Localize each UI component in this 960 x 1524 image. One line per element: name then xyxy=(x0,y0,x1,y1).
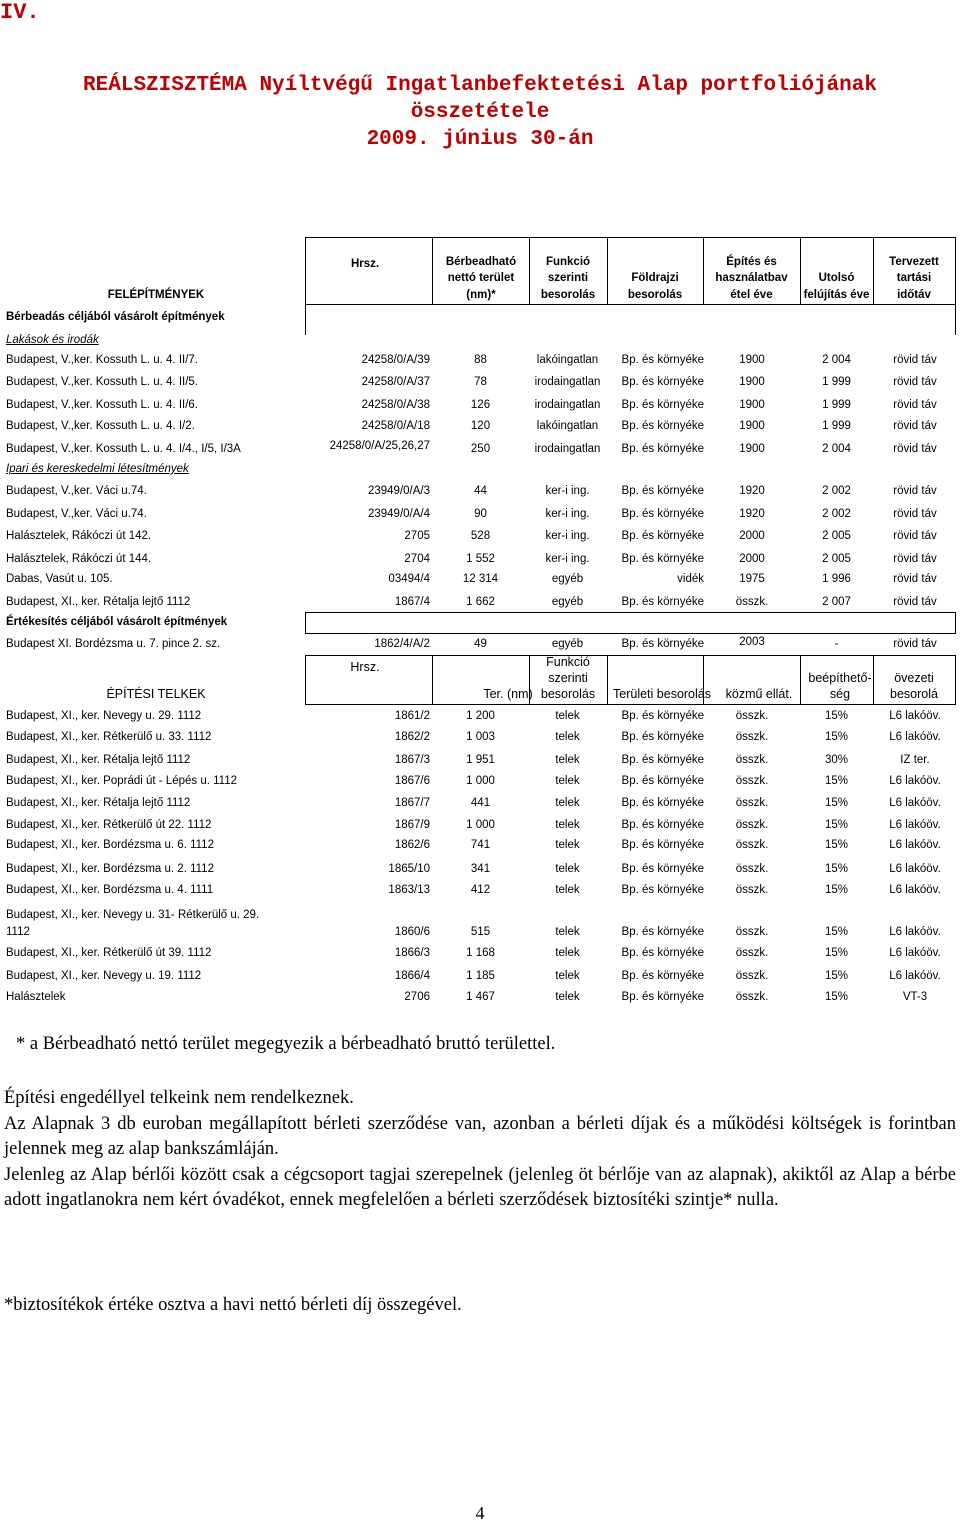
cell2-r4-c4: telek xyxy=(555,775,580,787)
cell2-r12-c6: összk. xyxy=(735,970,769,982)
cell-r9-c8: rövid táv xyxy=(893,553,937,565)
cell2-r6-c4: telek xyxy=(555,819,580,831)
cell-r2-c8: rövid táv xyxy=(893,376,937,388)
cell2-r6-c7: 15% xyxy=(824,819,849,831)
title-line: összetétele xyxy=(410,101,550,124)
cell2-r11-c8: L6 lakóöv. xyxy=(889,947,941,959)
cell-r7-c2: 23949/0/A/4 xyxy=(367,508,430,520)
cell2-r9-c1: Budapest, XI., ker. Bordézsma u. 4. 1111 xyxy=(6,884,214,896)
cell2-r8-c4: telek xyxy=(555,863,580,875)
cell-r7-c8: rövid táv xyxy=(893,508,937,520)
cell2-r2-c4: telek xyxy=(555,731,580,743)
paragraph: Építési engedéllyel telkeink nem rendelkeznek. xyxy=(4,1088,354,1108)
cell-r8-c7: 2 005 xyxy=(822,530,851,542)
section-rental: Bérbeadás céljából vásárolt építmények xyxy=(6,311,225,323)
cell2-r5-c3: 441 xyxy=(470,797,491,809)
cell2-r3-c4: telek xyxy=(555,754,580,766)
cell-r4-c3: 120 xyxy=(470,420,491,432)
cell2-r6-c6: összk. xyxy=(735,819,769,831)
col2-header-zoning-1: övezeti xyxy=(894,671,934,685)
cell-r3-c2: 24258/0/A/38 xyxy=(361,399,430,411)
cell-r11-c4: egyéb xyxy=(551,596,584,608)
cell2-r7-c2: 1862/6 xyxy=(394,839,430,851)
col2-header-category: ÉPÍTÉSI TELKEK xyxy=(106,687,206,701)
cell-r7-c7: 2 002 xyxy=(822,508,851,520)
cell2-r4-c7: 15% xyxy=(824,775,849,787)
cell-r7-c6: 1920 xyxy=(739,508,765,520)
cell2-r10-c8: L6 lakóöv. xyxy=(889,926,941,938)
cell-r10-c6: 1975 xyxy=(739,573,765,585)
cell-r4-c7: 1 999 xyxy=(822,420,851,432)
grid-line xyxy=(955,612,956,634)
col-header-built-1: Építés és xyxy=(726,256,777,268)
page-number: 4 xyxy=(475,1503,485,1523)
cell2-r2-c7: 15% xyxy=(824,731,849,743)
cell-r3-c7: 1 999 xyxy=(822,399,851,411)
cell2-r2-c1: Budapest, XI., ker. Rétkerülő u. 33. 1112 xyxy=(6,731,212,743)
cell2-r1-c1: Budapest, XI., ker. Nevegy u. 29. 1112 xyxy=(6,710,202,722)
cell-r6-c4: ker-i ing. xyxy=(545,485,590,497)
cell2-r11-c1: Budapest, XI., ker. Rétkerülő út 39. 1112 xyxy=(6,947,212,959)
footnote-area: * a Bérbeadható nettó terület megegyezik a bérbeadható bruttó területtel. xyxy=(16,1034,556,1054)
cell2-r9-c6: összk. xyxy=(735,884,769,896)
cell2-r6-c3: 1 000 xyxy=(466,819,495,831)
cell2-r3-c8: IZ ter. xyxy=(900,754,930,766)
cell2-r4-c8: L6 lakóöv. xyxy=(889,775,941,787)
cell-r10-c7: 1 996 xyxy=(822,573,851,585)
cell2-r10-c1-line2: 1112 xyxy=(6,926,30,938)
cell2-r7-c5: Bp. és környéke xyxy=(621,839,704,851)
footnote-collateral: *biztosítékok értéke osztva a havi nettó bérleti díj összegével. xyxy=(4,1295,462,1315)
grid-line xyxy=(305,612,955,613)
cell2-r3-c5: Bp. és környéke xyxy=(621,754,704,766)
cell2-r8-c6: összk. xyxy=(735,863,769,875)
cell-r5-c6: 1900 xyxy=(739,443,765,455)
col-header-area-3: (nm)* xyxy=(466,289,496,301)
cell-r12-c3: 49 xyxy=(474,638,487,650)
col2-header-function-3: besorolás xyxy=(540,687,596,701)
cell2-r9-c5: Bp. és környéke xyxy=(621,884,704,896)
col-header-area-2: nettó terület xyxy=(447,272,515,284)
cell2-r10-c6: összk. xyxy=(735,926,769,938)
cell-r6-c1: Budapest, V.,ker. Váci u.74. xyxy=(6,485,147,497)
cell-r12-c5: Bp. és környéke xyxy=(621,638,704,650)
cell2-r10-c4: telek xyxy=(555,926,580,938)
cell2-r1-c3: 1 200 xyxy=(466,710,495,722)
cell2-r4-c6: összk. xyxy=(735,775,769,787)
cell2-r10-c3: 515 xyxy=(470,926,491,938)
cell-r8-c8: rövid táv xyxy=(893,530,937,542)
cell-r9-c3: 1 552 xyxy=(466,553,495,565)
cell-r7-c3: 90 xyxy=(474,508,487,520)
cell2-r8-c7: 15% xyxy=(824,863,849,875)
cell-r3-c4: irodaingatlan xyxy=(534,399,601,411)
grid-line xyxy=(955,655,956,705)
cell-r2-c3: 78 xyxy=(474,376,487,388)
cell2-r11-c3: 1 168 xyxy=(466,947,495,959)
col2-header-hrsz: Hrsz. xyxy=(350,660,380,674)
cell2-r7-c4: telek xyxy=(555,839,580,851)
cell-r5-c5: Bp. és környéke xyxy=(621,443,704,455)
cell2-r8-c8: L6 lakóöv. xyxy=(889,863,941,875)
cell-r9-c2: 2704 xyxy=(404,553,430,565)
cell-r10-c1: Dabas, Vasút u. 105. xyxy=(6,573,113,585)
col-header-renov-1: Utolsó xyxy=(818,272,855,284)
title-line: REÁLSZISZTÉMA Nyíltvégű Ingatlanbefektetési Alap portfoliójának xyxy=(83,74,877,97)
cell2-r12-c7: 15% xyxy=(824,970,849,982)
cell-r2-c4: irodaingatlan xyxy=(534,376,601,388)
title-line: 2009. június 30-án xyxy=(366,128,594,151)
cell-r8-c6: 2000 xyxy=(739,530,765,542)
cell-r11-c5: Bp. és környéke xyxy=(621,596,704,608)
cell-r2-c1: Budapest, V.,ker. Kossuth L. u. 4. II/5. xyxy=(6,376,199,388)
cell-r6-c5: Bp. és környéke xyxy=(621,485,704,497)
cell2-r13-c3: 1 467 xyxy=(466,991,495,1003)
cell2-r4-c3: 1 000 xyxy=(466,775,495,787)
cell2-r7-c1: Budapest, XI., ker. Bordézsma u. 6. 1112 xyxy=(6,839,214,851)
cell2-r3-c7: 30% xyxy=(824,754,849,766)
cell2-r11-c7: 15% xyxy=(824,947,849,959)
cell-r10-c5: vidék xyxy=(677,573,704,585)
cell-r9-c1: Halásztelek, Rákóczi út 144. xyxy=(6,553,152,565)
cell-r8-c5: Bp. és környéke xyxy=(621,530,704,542)
cell-r8-c4: ker-i ing. xyxy=(545,530,590,542)
cell2-r10-c2: 1860/6 xyxy=(394,926,430,938)
col-header-built-3: étel éve xyxy=(730,289,773,301)
cell2-r10-c5: Bp. és környéke xyxy=(621,926,704,938)
col-header-function-2: szerinti xyxy=(547,272,589,284)
cell-r7-c4: ker-i ing. xyxy=(545,508,590,520)
notes-paragraphs xyxy=(4,1086,956,1214)
cell-r10-c2: 03494/4 xyxy=(388,573,430,585)
cell-r7-c5: Bp. és környéke xyxy=(621,508,704,520)
cell2-r3-c6: összk. xyxy=(735,754,769,766)
cell-r12-c2: 1862/4/A/2 xyxy=(374,638,430,650)
cell-r8-c2: 2705 xyxy=(404,530,430,542)
cell2-r8-c2: 1865/10 xyxy=(388,863,430,875)
cell2-r13-c8: VT-3 xyxy=(902,991,928,1003)
col-header-function-1: Funkció xyxy=(545,256,591,268)
cell-r2-c6: 1900 xyxy=(739,376,765,388)
cell-r5-c2: 24258/0/A/25,26,27 xyxy=(329,440,430,452)
cell2-r7-c6: összk. xyxy=(735,839,769,851)
cell-r4-c5: Bp. és környéke xyxy=(621,420,704,432)
cell-r10-c4: egyéb xyxy=(551,573,584,585)
cell2-r5-c1: Budapest, XI., ker. Rétalja lejtő 1112 xyxy=(6,797,191,809)
grid-line xyxy=(305,655,955,656)
cell2-r9-c4: telek xyxy=(555,884,580,896)
cell2-r12-c2: 1866/4 xyxy=(394,970,430,982)
cell2-r8-c5: Bp. és környéke xyxy=(621,863,704,875)
cell2-r4-c1: Budapest, XI., ker. Poprádi út - Lépés u. 1112 xyxy=(6,775,237,787)
cell-r6-c3: 44 xyxy=(474,485,487,497)
cell-r5-c4: irodaingatlan xyxy=(534,443,601,455)
cell-r10-c8: rövid táv xyxy=(893,573,937,585)
cell2-r1-c6: összk. xyxy=(735,710,769,722)
cell2-r12-c1: Budapest, XI., ker. Nevegy u. 19. 1112 xyxy=(6,970,202,982)
col2-header-zoning-2: besorolá xyxy=(890,687,938,701)
cell-r11-c2: 1867/4 xyxy=(394,596,430,608)
section-sale: Értékesítés céljából vásárolt építmények xyxy=(6,616,228,628)
col2-header-utility: közmű ellát. xyxy=(725,687,793,701)
cell2-r10-c7: 15% xyxy=(824,926,849,938)
cell2-r11-c2: 1866/3 xyxy=(394,947,430,959)
cell-r2-c7: 1 999 xyxy=(822,376,851,388)
cell2-r12-c8: L6 lakóöv. xyxy=(889,970,941,982)
col2-header-function-2: szerinti xyxy=(548,671,588,685)
cell2-r1-c5: Bp. és környéke xyxy=(621,710,704,722)
cell2-r2-c8: L6 lakóöv. xyxy=(889,731,941,743)
cell2-r9-c3: 412 xyxy=(470,884,491,896)
cell2-r9-c8: L6 lakóöv. xyxy=(889,884,941,896)
grid-line xyxy=(955,304,956,335)
cell-r8-c3: 528 xyxy=(470,530,491,542)
grid-line xyxy=(955,237,956,305)
col-header-category: FELÉPÍTMÉNYEK xyxy=(107,289,205,301)
cell-r5-c1: Budapest, V.,ker. Kossuth L. u. 4. I/4., I/5, I/3A xyxy=(6,443,241,455)
cell2-r13-c2: 2706 xyxy=(404,991,430,1003)
cell-r11-c6: összk. xyxy=(735,596,769,608)
col-header-geo-2: besorolás xyxy=(627,289,683,301)
cell2-r9-c7: 15% xyxy=(824,884,849,896)
col-header-hold-2: tartási xyxy=(896,272,932,284)
cell2-r8-c3: 341 xyxy=(470,863,491,875)
cell2-r3-c2: 1867/3 xyxy=(394,754,430,766)
paragraph: Az Alapnak 3 db euroban megállapított bérleti szerződése van, azonban a bérleti díjak és a működési költségek is forintban jelennek meg az alap bankszámláján. xyxy=(4,1113,956,1159)
cell-r1-c3: 88 xyxy=(474,354,487,366)
cell-r10-c3: 12 314 xyxy=(462,573,499,585)
cell-r11-c8: rövid táv xyxy=(893,596,937,608)
cell-r9-c4: ker-i ing. xyxy=(545,553,590,565)
paragraph: Jelenleg az Alap bérlői között csak a cégcsoport tagjai szerepelnek (jelenleg öt bérlője van az alapnak), akiktől az Alap a bérbe adott ingatlanokra nem kért óvadékot, ennek megfelelően a bérleti szerződések biztosítéki szintje* nulla. xyxy=(4,1164,956,1210)
cell2-r5-c4: telek xyxy=(555,797,580,809)
cell-r6-c2: 23949/0/A/3 xyxy=(367,485,430,497)
cell-r3-c5: Bp. és környéke xyxy=(621,399,704,411)
cell2-r6-c8: L6 lakóöv. xyxy=(889,819,941,831)
cell-r11-c7: 2 007 xyxy=(822,596,851,608)
cell2-r12-c4: telek xyxy=(555,970,580,982)
cell2-r2-c5: Bp. és környéke xyxy=(621,731,704,743)
cell2-r7-c3: 741 xyxy=(470,839,491,851)
cell-r6-c6: 1920 xyxy=(739,485,765,497)
cell2-r10-c1: Budapest, XI., ker. Nevegy u. 31- Rétkerülő u. 29. xyxy=(6,909,260,921)
cell2-r11-c4: telek xyxy=(555,947,580,959)
cell2-r6-c1: Budapest, XI., ker. Rétkerülő út 22. 1112 xyxy=(6,819,212,831)
col2-header-function-1: Funkció xyxy=(546,655,590,669)
chapter-number: IV. xyxy=(0,0,40,25)
col-header-hold-1: Tervezett xyxy=(889,256,939,268)
cell-r3-c1: Budapest, V.,ker. Kossuth L. u. 4. II/6. xyxy=(6,399,199,411)
cell-r3-c6: 1900 xyxy=(739,399,765,411)
cell2-r9-c2: 1863/13 xyxy=(388,884,430,896)
cell-r11-c1: Budapest, XI., ker. Rétalja lejtő 1112 xyxy=(6,596,191,608)
cell2-r13-c6: összk. xyxy=(735,991,769,1003)
subsection-industrial: Ipari és kereskedelmi létesítmények xyxy=(6,463,189,475)
cell2-r6-c2: 1867/9 xyxy=(394,819,430,831)
col2-header-zone: Területi besorolás xyxy=(613,687,711,701)
cell2-r7-c7: 15% xyxy=(824,839,849,851)
cell2-r1-c7: 15% xyxy=(824,710,849,722)
cell2-r3-c1: Budapest, XI., ker. Rétalja lejtő 1112 xyxy=(6,754,191,766)
cell2-r1-c4: telek xyxy=(555,710,580,722)
cell2-r11-c6: összk. xyxy=(735,947,769,959)
page-title xyxy=(0,72,960,153)
col-header-hrsz: Hrsz. xyxy=(350,258,380,270)
cell-r12-c8: rövid táv xyxy=(893,638,937,650)
subsection-flats: Lakások és irodák xyxy=(6,334,99,346)
cell-r4-c1: Budapest, V.,ker. Kossuth L. u. 4. I/2. xyxy=(6,420,195,432)
cell-r1-c6: 1900 xyxy=(739,354,765,366)
cell2-r13-c4: telek xyxy=(555,991,580,1003)
cell-r4-c6: 1900 xyxy=(739,420,765,432)
cell-r3-c8: rövid táv xyxy=(893,399,937,411)
cell-r3-c3: 126 xyxy=(470,399,491,411)
col-header-area-1: Bérbeadható xyxy=(445,256,517,268)
cell-r8-c1: Halásztelek, Rákóczi út 142. xyxy=(6,530,152,542)
cell2-r13-c7: 15% xyxy=(824,991,849,1003)
cell-r2-c5: Bp. és környéke xyxy=(621,376,704,388)
col-header-function-3: besorolás xyxy=(540,289,596,301)
cell2-r1-c2: 1861/2 xyxy=(394,710,430,722)
grid-line xyxy=(305,304,955,305)
cell-r12-c7: - xyxy=(834,638,839,650)
cell2-r12-c5: Bp. és környéke xyxy=(621,970,704,982)
cell-r4-c4: lakóingatlan xyxy=(536,420,599,432)
cell-r2-c2: 24258/0/A/37 xyxy=(361,376,430,388)
cell2-r5-c8: L6 lakóöv. xyxy=(889,797,941,809)
cell2-r2-c2: 1862/2 xyxy=(394,731,430,743)
cell2-r5-c2: 1867/7 xyxy=(394,797,430,809)
cell-r5-c3: 250 xyxy=(470,443,491,455)
cell-r1-c7: 2 004 xyxy=(822,354,851,366)
cell-r5-c8: rövid táv xyxy=(893,443,937,455)
cell-r6-c8: rövid táv xyxy=(893,485,937,497)
col-header-hold-3: időtáv xyxy=(897,289,931,301)
col2-header-area: Ter. (nm) xyxy=(483,687,533,701)
cell2-r12-c3: 1 185 xyxy=(466,970,495,982)
grid-line xyxy=(305,237,955,238)
cell-r9-c7: 2 005 xyxy=(822,553,851,565)
cell-r4-c2: 24258/0/A/18 xyxy=(361,420,430,432)
cell2-r2-c6: összk. xyxy=(735,731,769,743)
cell-r12-c4: egyéb xyxy=(551,638,584,650)
cell-r12-c1: Budapest XI. Bordézsma u. 7. pince 2. sz. xyxy=(6,638,221,650)
grid-line xyxy=(305,704,955,705)
cell-r7-c1: Budapest, V.,ker. Váci u.74. xyxy=(6,508,147,520)
cell-r1-c2: 24258/0/A/39 xyxy=(361,354,430,366)
cell2-r1-c8: L6 lakóöv. xyxy=(889,710,941,722)
cell2-r4-c5: Bp. és környéke xyxy=(621,775,704,787)
cell2-r5-c7: 15% xyxy=(824,797,849,809)
cell2-r2-c3: 1 003 xyxy=(466,731,495,743)
cell2-r13-c1: Halásztelek xyxy=(6,991,66,1003)
cell2-r13-c5: Bp. és környéke xyxy=(621,991,704,1003)
cell2-r8-c1: Budapest, XI., ker. Bordézsma u. 2. 1112 xyxy=(6,863,214,875)
cell-r1-c5: Bp. és környéke xyxy=(621,354,704,366)
col-header-renov-2: felújítás éve xyxy=(803,289,870,301)
cell-r1-c4: lakóingatlan xyxy=(536,354,599,366)
cell-r11-c3: 1 662 xyxy=(466,596,495,608)
cell-r12-c6: 2003 xyxy=(739,636,765,648)
cell2-r5-c5: Bp. és környéke xyxy=(621,797,704,809)
cell2-r3-c3: 1 951 xyxy=(466,754,495,766)
cell-r4-c8: rövid táv xyxy=(893,420,937,432)
cell2-r4-c2: 1867/6 xyxy=(394,775,430,787)
cell-r9-c6: 2000 xyxy=(739,553,765,565)
cell-r5-c7: 2 004 xyxy=(822,443,851,455)
cell2-r6-c5: Bp. és környéke xyxy=(621,819,704,831)
cell-r6-c7: 2 002 xyxy=(822,485,851,497)
cell2-r7-c8: L6 lakóöv. xyxy=(889,839,941,851)
cell-r9-c5: Bp. és környéke xyxy=(621,553,704,565)
col2-header-buildable-1: beépíthető- xyxy=(808,671,872,685)
col2-header-buildable-2: ség xyxy=(829,687,851,701)
cell2-r5-c6: összk. xyxy=(735,797,769,809)
cell2-r11-c5: Bp. és környéke xyxy=(621,947,704,959)
cell-r1-c8: rövid táv xyxy=(893,354,937,366)
col-header-built-2: használatbav xyxy=(715,272,788,284)
grid-line xyxy=(305,633,955,634)
cell-r1-c1: Budapest, V.,ker. Kossuth L. u. 4. II/7. xyxy=(6,354,199,366)
col-header-geo-1: Földrajzi xyxy=(631,272,679,284)
